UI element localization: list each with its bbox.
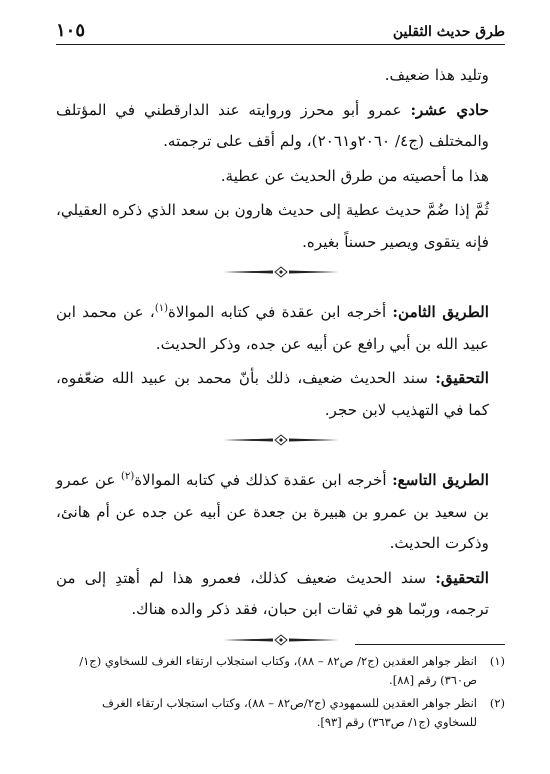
footnote-separator [355,644,505,645]
ornament-divider-icon [221,434,341,446]
conclusion-text: ثُمَّ إذا ضُمَّ حديث عطية إلى حديث هارون بن سعد الذي ذكره العقيلي، فإنه يتقوى ويصير حسناً بغيره. [56,201,489,251]
item-text: عمرو أبو محرز وروايته عند الدارقطني في المؤتلف والمختلف (ج٤/ ٢٠٦٠و٢٠٦١)، ولم أقف على ترجمته. [56,100,489,150]
route-label: الطريق الثامن: [392,303,489,321]
tahqiq-text: سند الحديث ضعيف، ذلك بأنّ محمد بن عبيد الله ضعّفوه، كما في التهذيب لابن حجر. [56,369,489,419]
running-header [56,14,505,45]
route-text: أخرجه ابن عقدة كذلك في كتابه الموالاة [134,471,393,489]
line-text: وتليد هذا ضعيف. [384,66,489,84]
paragraph-conclusion [56,195,505,258]
item-label: حادي عشر: [410,100,489,119]
footnote-text: انظر جواهر العقدين للسمهودي (ج٢/ص٨٢ – ٨٨)، وكتاب استجلاب ارتقاء الغرف للسخاوي (ج١/ ص٣٦٣) رقم [٩٣]. [101,696,477,729]
ornament-divider-icon [221,634,341,646]
footnote-ref-2[interactable]: (٢) [121,470,135,482]
paragraph-tahqiq-9 [56,563,505,626]
footnote-number: (١) [489,654,505,668]
footnote-number: (٢) [489,696,505,710]
route-label: الطريق التاسع: [392,471,489,489]
summary-text: هذا ما أحصيته من طرق الحديث عن عطية. [220,166,489,185]
footnote-1 [56,652,505,690]
section-ornament [56,629,505,651]
footnote-text: انظر جواهر العقدين (ج٢/ ص٨٢ – ٨٨)، وكتاب استجلاب ارتقاء الغرف للسخاوي (ج١/ص٣٦٠) رقم [٨٨]. [79,654,477,687]
tahqiq-text: سند الحديث ضعيف كذلك، فعمرو هذا لم أهتدِ إلى من ترجمه، وربّما هو في ثقات ابن حبان، فقد ذكر والده هناك. [56,568,489,618]
footnote-ref-1[interactable]: (١) [154,302,168,314]
tahqiq-label: التحقيق: [435,369,489,387]
route-text-cont: عن عمرو بن سعيد بن عمرو بن هبيرة بن جعدة عن أبيه عن جده عن أم هانئ، وذكرت الحديث. [56,471,489,552]
footnote-2 [56,694,505,732]
paragraph-route-8 [56,297,505,360]
route-text-cont: ، عن محمد ابن عبيد الله بن أبي رافع عن أبيه عن جده، وذكر الحديث. [56,303,489,353]
route-text: أخرجه ابن عقدة في كتابه الموالاة [168,303,393,321]
section-ornament [56,261,505,283]
body-text [56,60,505,665]
section-ornament [56,429,505,451]
paragraph-tahqiq-8 [56,363,505,426]
paragraph-item-11 [56,95,505,158]
ornament-divider-icon [221,266,341,278]
page-number: ١٠٥ [56,20,86,41]
tahqiq-label: التحقيق: [435,568,489,587]
paragraph-tlid [56,60,505,92]
paragraph-summary [56,161,505,193]
paragraph-route-9 [56,465,505,560]
footnotes [56,652,505,736]
header-title: طرق حديث الثقلين [392,24,505,40]
